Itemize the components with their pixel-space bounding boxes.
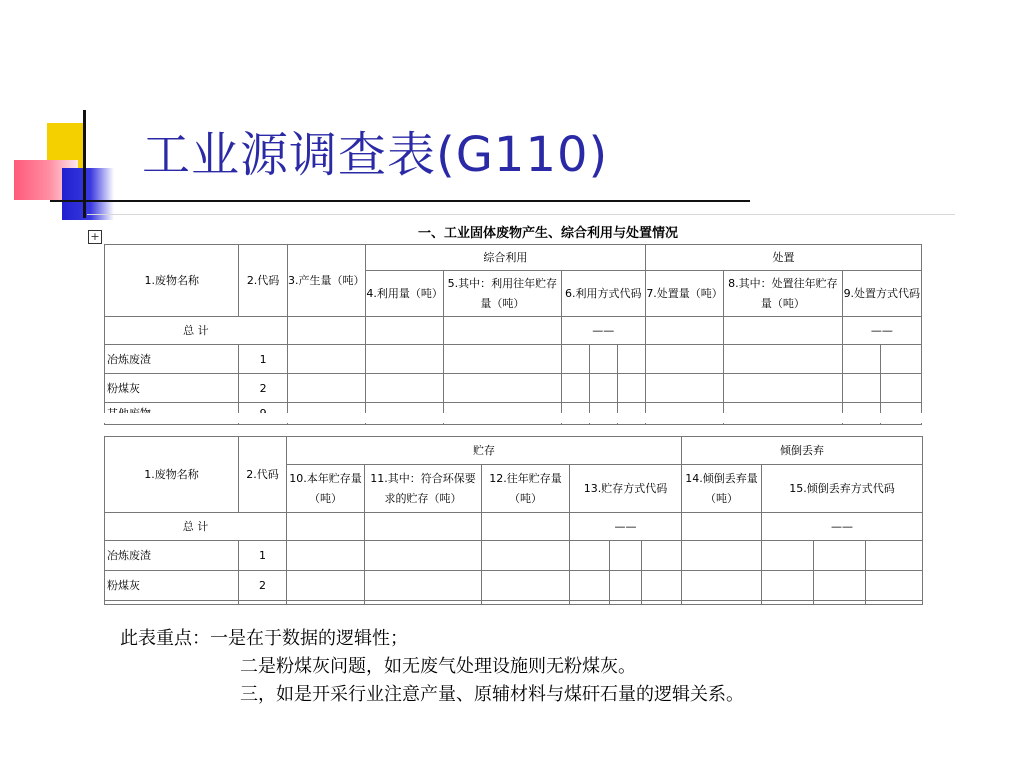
header-produce: 3.产生量（吨）	[287, 245, 365, 317]
cell[interactable]	[682, 541, 762, 571]
cell[interactable]	[365, 374, 443, 403]
header-col5: 5.其中：利用往年贮存量（吨）	[444, 271, 561, 317]
header-group-disposal: 处置	[645, 245, 921, 271]
table-row	[105, 571, 923, 601]
cell	[866, 601, 923, 605]
cell[interactable]	[724, 317, 842, 345]
waste-code: 1	[239, 541, 287, 571]
header-group-dumping: 倾倒丢弃	[682, 437, 923, 465]
cell	[105, 601, 239, 605]
cell[interactable]	[724, 345, 842, 374]
cell[interactable]	[365, 541, 482, 571]
cell	[482, 601, 570, 605]
cell[interactable]	[762, 541, 814, 571]
waste-code: 2	[239, 571, 287, 601]
cell	[682, 601, 762, 605]
cell[interactable]	[682, 571, 762, 601]
cell[interactable]	[866, 541, 923, 571]
cell[interactable]	[682, 513, 762, 541]
dash-cell: ——	[570, 513, 682, 541]
total-label: 总 计	[105, 317, 288, 345]
cell	[814, 601, 866, 605]
cell[interactable]	[287, 513, 365, 541]
cell[interactable]	[610, 541, 642, 571]
cell[interactable]	[365, 345, 443, 374]
table-row-cut	[105, 601, 923, 605]
slide-title: 工业源调查表(G110)	[142, 127, 609, 183]
cell[interactable]	[287, 571, 365, 601]
dash-cell: ——	[842, 317, 921, 345]
cell	[239, 601, 287, 605]
decor-blue-square	[62, 168, 114, 220]
header-code: 2.代码	[239, 437, 287, 513]
cell[interactable]	[724, 374, 842, 403]
note-line-1: 此表重点：一是在于数据的逻辑性；	[120, 628, 408, 649]
waste-code: 2	[239, 374, 287, 403]
waste-storage-table	[104, 436, 923, 605]
cell	[762, 601, 814, 605]
header-col10: 10.本年贮存量（吨）	[287, 465, 365, 513]
header-col8: 8.其中：处置往年贮存量（吨）	[724, 271, 842, 317]
note-line-2: 二是粉煤灰问题，如无废气处理设施则无粉煤灰。	[240, 656, 636, 677]
dash-cell: ——	[762, 513, 923, 541]
cell[interactable]	[287, 374, 365, 403]
cell[interactable]	[617, 374, 645, 403]
decor-horizontal-line	[50, 200, 750, 202]
cell	[570, 601, 610, 605]
table-move-handle-icon[interactable]: +	[88, 230, 102, 244]
cell[interactable]	[814, 541, 866, 571]
header-col11: 11.其中：符合环保要求的贮存（吨）	[365, 465, 482, 513]
cell[interactable]	[444, 317, 561, 345]
header-col6: 6.利用方式代码	[561, 271, 645, 317]
header-col13: 13.贮存方式代码	[570, 465, 682, 513]
cell[interactable]	[880, 345, 921, 374]
cell[interactable]	[642, 541, 682, 571]
cell[interactable]	[287, 541, 365, 571]
waste-name: 粉煤灰	[105, 571, 239, 601]
cell[interactable]	[762, 571, 814, 601]
cell[interactable]	[589, 345, 617, 374]
header-col9: 9.处置方式代码	[842, 271, 921, 317]
cell	[365, 601, 482, 605]
cell	[642, 601, 682, 605]
cell[interactable]	[444, 374, 561, 403]
table-row	[105, 345, 922, 374]
header-col12: 12.往年贮存量（吨）	[482, 465, 570, 513]
table-row-total	[105, 513, 923, 541]
crop-band	[104, 413, 922, 423]
header-waste-name: 1.废物名称	[105, 245, 239, 317]
note-line-3: 三，如是开采行业注意产量、原辅材料与煤矸石量的逻辑关系。	[240, 684, 744, 705]
header-col15: 15.倾倒丢弃方式代码	[762, 465, 923, 513]
waste-name: 冶炼废渣	[105, 541, 239, 571]
cell[interactable]	[610, 571, 642, 601]
cell[interactable]	[645, 317, 723, 345]
header-group-comprehensive-use: 综合利用	[365, 245, 645, 271]
header-col14: 14.倾倒丢弃量（吨）	[682, 465, 762, 513]
table-row-total	[105, 317, 922, 345]
section-title: 一、工业固体废物产生、综合利用与处置情况	[418, 226, 679, 241]
cell[interactable]	[866, 571, 923, 601]
header-col4: 4.利用量（吨）	[365, 271, 443, 317]
waste-name: 冶炼废渣	[105, 345, 239, 374]
cell[interactable]	[645, 374, 723, 403]
cell[interactable]	[814, 571, 866, 601]
cell[interactable]	[842, 345, 880, 374]
cell	[610, 601, 642, 605]
cell[interactable]	[482, 513, 570, 541]
dash-cell: ——	[561, 317, 645, 345]
cell[interactable]	[570, 571, 610, 601]
notes	[120, 625, 744, 709]
cell[interactable]	[617, 345, 645, 374]
cell[interactable]	[365, 317, 443, 345]
header-waste-name: 1.废物名称	[105, 437, 239, 513]
header-code: 2.代码	[239, 245, 287, 317]
cell[interactable]	[287, 345, 365, 374]
cell[interactable]	[365, 571, 482, 601]
table-row	[105, 541, 923, 571]
cell[interactable]	[642, 571, 682, 601]
waste-name: 粉煤灰	[105, 374, 239, 403]
table-row	[105, 374, 922, 403]
cell[interactable]	[589, 374, 617, 403]
cell[interactable]	[880, 374, 921, 403]
header-group-storage: 贮存	[287, 437, 682, 465]
cell[interactable]	[842, 374, 880, 403]
cell[interactable]	[365, 513, 482, 541]
cell[interactable]	[482, 571, 570, 601]
cell[interactable]	[561, 345, 589, 374]
cell[interactable]	[570, 541, 610, 571]
total-label: 总 计	[105, 513, 287, 541]
document-top-border	[87, 214, 955, 215]
waste-code: 1	[239, 345, 287, 374]
header-col7: 7.处置量（吨）	[645, 271, 723, 317]
cell[interactable]	[561, 374, 589, 403]
cell	[287, 601, 365, 605]
cell[interactable]	[287, 317, 365, 345]
cell[interactable]	[482, 541, 570, 571]
cell[interactable]	[645, 345, 723, 374]
cell[interactable]	[444, 345, 561, 374]
waste-production-table	[104, 244, 922, 425]
